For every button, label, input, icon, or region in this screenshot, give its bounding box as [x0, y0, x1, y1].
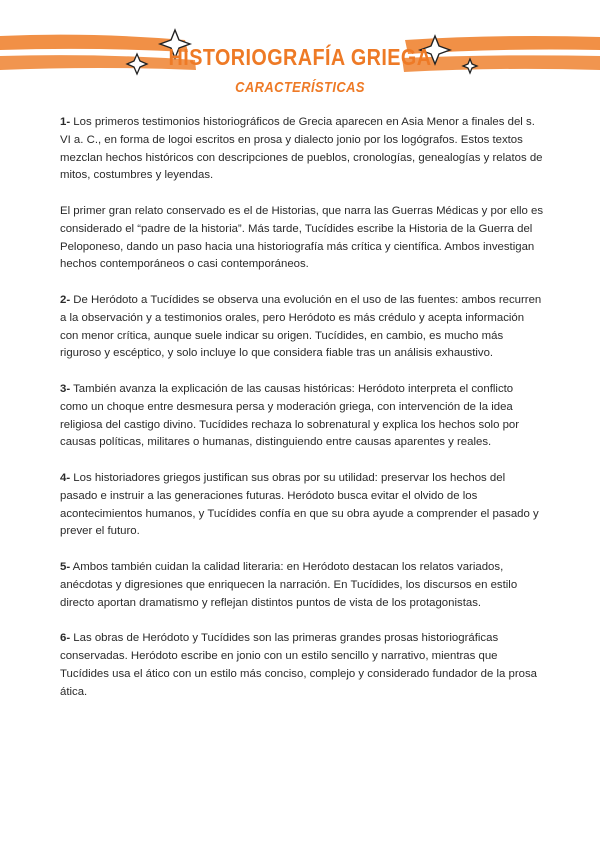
paragraph-number: 2-: [60, 293, 71, 306]
paragraph-6: [60, 630, 544, 701]
paragraph-number: 1-: [60, 116, 71, 128]
paragraph-2: [60, 292, 544, 363]
document-body: [60, 114, 544, 719]
paragraph-number: 4-: [60, 471, 71, 484]
paragraph-number: 3-: [60, 382, 71, 395]
paragraph-text: De Heródoto a Tucídides se observa una evolución en el uso de las fuentes: ambos recurren a la observación y a testimonios orales, pero Heródoto es más crédulo y acepta información con menor crítica, aunque suele indicar su origen. Tucídides, en cambio, es mucho más riguroso y escéptico, y solo incluye lo que considera fiable tras un análisis exhaustivo.: [60, 293, 542, 360]
paragraph-4: [60, 470, 544, 541]
paragraph-3: [60, 381, 544, 452]
paragraph-text: El primer gran relato conservado es el de Historias, que narra las Guerras Médicas y por ello es considerado el “padre de la historia”. Más tarde, Tucídides escribe la Historia de la Guerra del Peloponeso, dando un paso hacia una historiografía más crítica y científica. Ambos investigan hechos contemporáneos o casi contemporáneos.: [60, 204, 544, 271]
paragraph-text: Los primeros testimonios historiográficos de Grecia aparecen en Asia Menor a finales del s. VI a. C., en forma de logoi escritos en prosa y dialecto jonio por los logógrafos. Estos textos mezclan hechos históricos con descripciones de pueblos, cronologías, genealogías y relatos de mitos, costumbres y leyendas.: [60, 116, 543, 182]
paragraph-text: También avanza la explicación de las causas históricas: Heródoto interpreta el conflicto como un choque entre desmesura persa y moderación griega, con intervención de la idea religiosa del castigo divino. Tucídides rechaza lo sobrenatural y explica los hechos solo por causas políticas, militares o humanas, distinguiendo entre causas aparentes y reales.: [60, 382, 520, 449]
page-title: HISTORIOGRAFÍA GRIEGA: [168, 44, 432, 70]
paragraph-1: [60, 114, 544, 185]
paragraph-number: 5-: [60, 560, 71, 573]
paragraph-text: Los historiadores griegos justifican sus obras por su utilidad: preservar los hechos del pasado e instruir a las generaciones futuras. Heródoto busca evitar el olvido de los acontecimientos humanos, y Tucídides confía en que su obra ayude a comprender el pasado y prever el futuro.: [60, 471, 539, 538]
paragraph-1b: [60, 203, 544, 274]
page-subtitle: CARACTERÍSTICAS: [235, 79, 365, 96]
paragraph-5: [60, 559, 544, 612]
paragraph-text: Las obras de Heródoto y Tucídides son las primeras grandes prosas historiográficas conservadas. Heródoto escribe en jonio con un estilo sencillo y narrativo, mientras que Tucídides usa el ático con un estilo más conciso, complejo y considerado fundador de la prosa ática.: [60, 632, 537, 698]
paragraph-text: Ambos también cuidan la calidad literaria: en Heródoto destacan los relatos variados, anécdotas y digresiones que enriquecen la narración. En Tucídides, los discursos en estilo directo aportan dramatismo y reflejan distintos puntos de vista de los protagonistas.: [60, 560, 518, 609]
page-header: [0, 0, 600, 110]
paragraph-number: 6-: [60, 632, 71, 645]
